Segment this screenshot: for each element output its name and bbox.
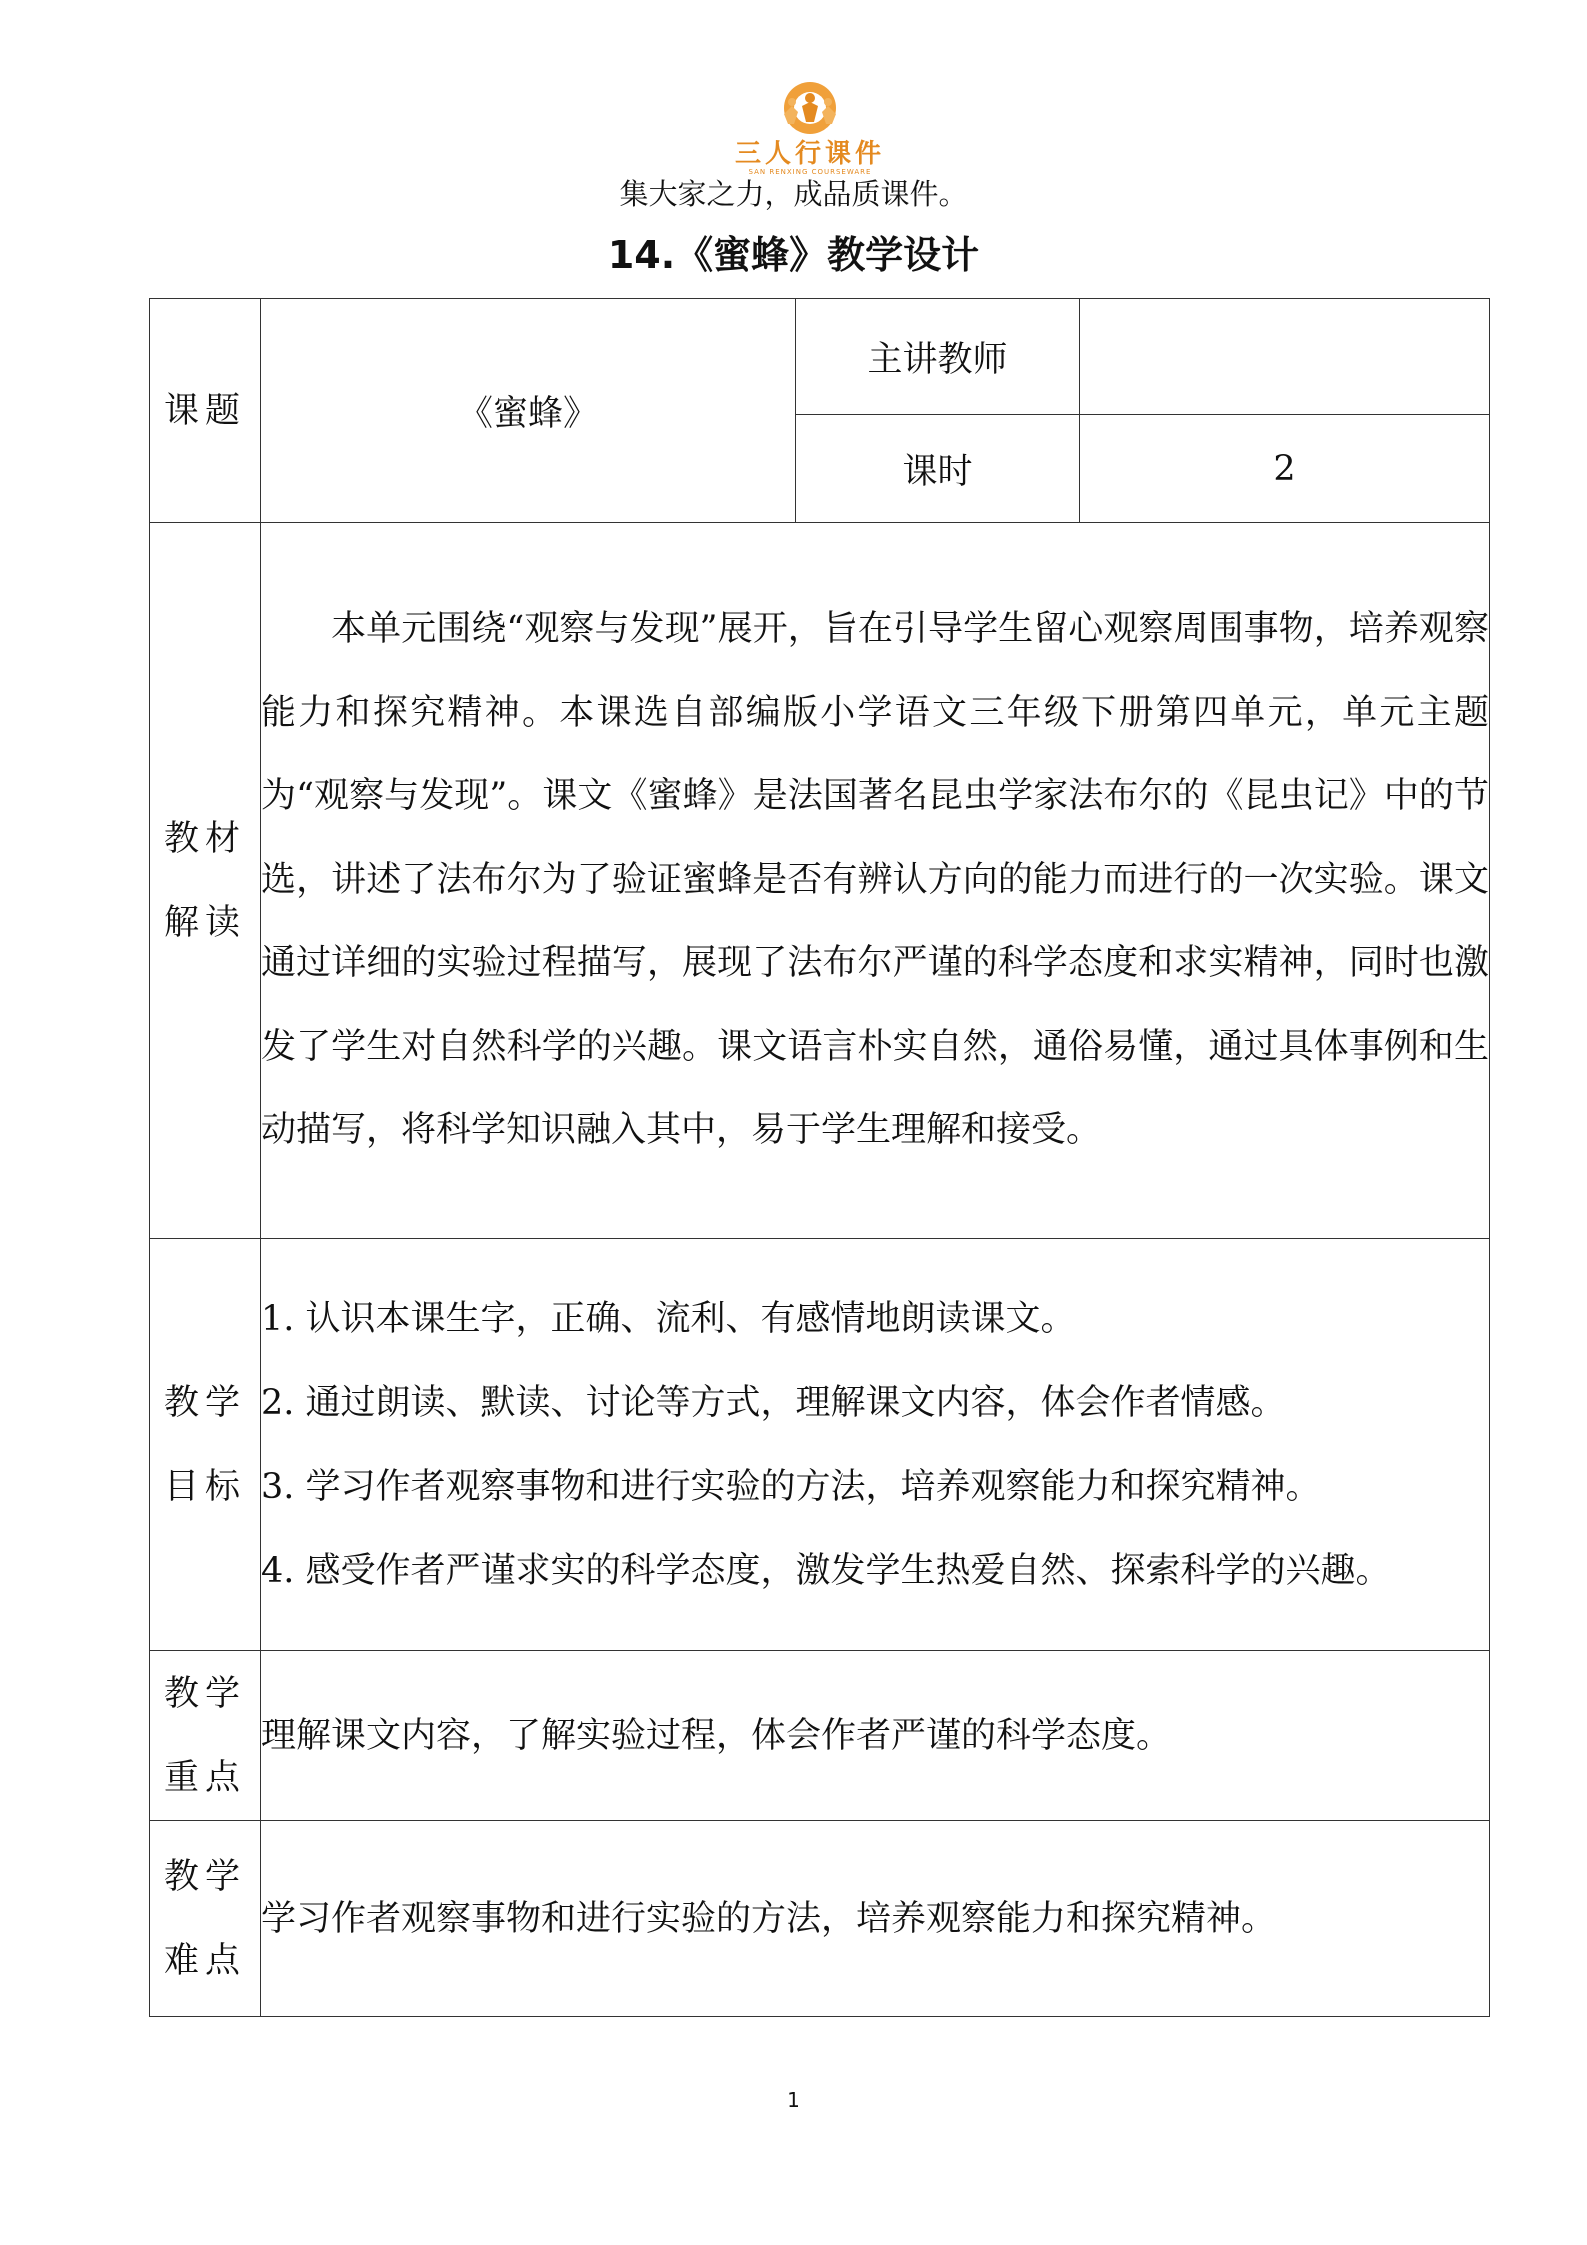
logo-wordmark: 三人行课件 xyxy=(734,139,885,169)
material-label-cell xyxy=(150,523,261,1239)
material-label-line-1: 教材 xyxy=(163,818,246,859)
difficulties-label-cell xyxy=(150,1821,261,2017)
lesson-title: 《蜜蜂》 xyxy=(261,299,796,523)
goals-label-cell xyxy=(150,1239,261,1651)
teaching-goals-cell xyxy=(261,1239,1490,1651)
key-label-line-2: 重点 xyxy=(163,1757,246,1798)
topic-label-cell xyxy=(150,299,261,523)
goal-item: 4. 感受作者严谨求实的科学态度，激发学生热爱自然、探索科学的兴趣。 xyxy=(261,1550,1391,1591)
document-title: 14.《蜜蜂》教学设计 xyxy=(607,233,980,277)
hours-value: 2 xyxy=(1080,415,1490,523)
key-points-label-cell xyxy=(150,1651,261,1821)
page-number: 1 xyxy=(787,2088,800,2112)
teacher-value xyxy=(1080,299,1490,415)
difficulty-label-line-1: 教学 xyxy=(163,1856,246,1897)
difficulties-text: 学习作者观察事物和进行实验的方法，培养观察能力和探究精神。 xyxy=(261,1821,1490,2017)
teacher-label: 主讲教师 xyxy=(796,299,1080,415)
people-sun-logo-icon xyxy=(740,78,880,142)
material-analysis-cell xyxy=(261,523,1490,1239)
hours-label: 课时 xyxy=(796,415,1080,523)
goals-label-line-2: 目标 xyxy=(163,1466,246,1507)
key-points-text: 理解课文内容，了解实验过程，体会作者严谨的科学态度。 xyxy=(261,1651,1490,1821)
logo-subtitle: SAN RENXING COURSEWARE xyxy=(748,168,872,176)
slogan: 集大家之力，成品质课件。 xyxy=(619,177,968,211)
topic-label: 课题 xyxy=(163,390,246,431)
material-analysis-text: 本单元围绕“观察与发现”展开，旨在引导学生留心观察周围事物，培养观察能力和探究精神。本课选自部编版小学语文三年级下册第四单元，单元主题为“观察与发现”。课文《蜜蜂》是法国著名昆虫学家法布尔的《昆虫记》中的节选，讲述了法布尔为了验证蜜蜂是否有辨认方向的能力而进行的一次实验。课文通过详细的实验过程描写，展现了法布尔严谨的科学态度和求实精神，同时也激发了学生对自然科学的兴趣。课文语言朴实自然，通俗易懂，通过具体事例和生动描写，将科学知识融入其中，易于学生理解和接受。 xyxy=(261,609,1489,1151)
material-label-line-2: 解读 xyxy=(163,902,246,943)
goal-item: 3. 学习作者观察事物和进行实验的方法，培养观察能力和探究精神。 xyxy=(261,1466,1321,1507)
difficulty-label-line-2: 难点 xyxy=(163,1940,246,1981)
goal-item: 1. 认识本课生字，正确、流利、有感情地朗读课文。 xyxy=(261,1298,1076,1339)
lesson-plan-table xyxy=(149,298,1490,2017)
goal-item: 2. 通过朗读、默读、讨论等方式，理解课文内容，体会作者情感。 xyxy=(261,1382,1286,1423)
goals-label-line-1: 教学 xyxy=(163,1382,246,1423)
key-label-line-1: 教学 xyxy=(163,1673,246,1714)
